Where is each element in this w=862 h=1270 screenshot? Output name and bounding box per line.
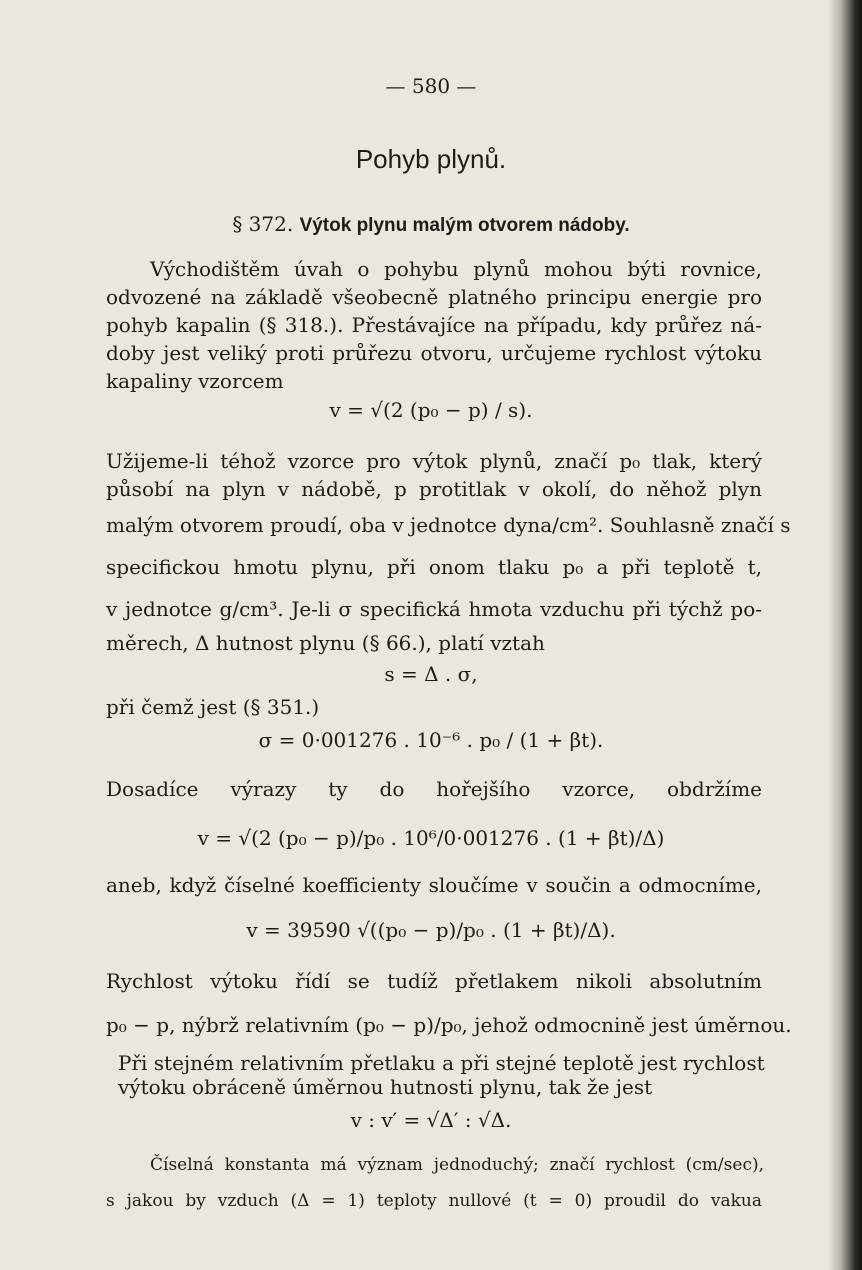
- text-line: s jakou by vzduch (Δ = 1) teploty nullové (t = 0) proudil do vakua: [106, 1191, 762, 1211]
- formula-substituted: v = √(2 (p₀ − p)/p₀ . 10⁶/0·001276 . (1 + βt)/Δ): [197, 826, 665, 850]
- text-line: Východištěm úvah o pohybu plynů mohou býti rovnice,: [150, 257, 762, 281]
- text-line: kapaliny vzorcem: [106, 369, 284, 393]
- section-title: Výtok plynu malým otvorem nádoby.: [299, 215, 630, 236]
- page-number: — 580 —: [385, 74, 477, 98]
- text-line: Rychlost výtoku řídí se tudíž přetlakem nikoli absolutním: [106, 969, 762, 993]
- text-line: malým otvorem proudí, oba v jednotce dyna/cm². Souhlasně značí s: [106, 513, 791, 537]
- section-number: § 372.: [232, 212, 294, 236]
- text-line: odvozené na základě všeobecně platného principu energie pro: [106, 285, 762, 309]
- text-line: Číselná konstanta má význam jednoduchý; značí rychlost (cm/sec),: [150, 1155, 764, 1175]
- text-line: Při stejném relativním přetlaku a při stejné teplotě jest rychlost: [118, 1051, 765, 1075]
- text-line: p₀ − p, nýbrž relativním (p₀ − p)/p₀, jehož odmocnině jest úměrnou.: [106, 1013, 792, 1037]
- formula-sigma: σ = 0·001276 . 10⁻⁶ . p₀ / (1 + βt).: [258, 728, 604, 752]
- text-line: Dosadíce výrazy ty do hořejšího vzorce, obdržíme: [106, 777, 762, 801]
- book-spine-shadow: [828, 0, 862, 1270]
- text-line: aneb, když číselné koefficienty sloučíme v součin a odmocníme,: [106, 873, 762, 897]
- text-line: doby jest veliký proti průřezu otvoru, určujeme rychlost výtoku: [106, 341, 762, 365]
- text-line: Užijeme-li téhož vzorce pro výtok plynů, značí p₀ tlak, který: [106, 449, 762, 473]
- text-line: měrech, Δ hutnost plynu (§ 66.), platí vztah: [106, 631, 545, 655]
- text-line: při čemž jest (§ 351.): [106, 695, 320, 719]
- text-line: výtoku obráceně úměrnou hutnosti plynu, tak že jest: [118, 1075, 653, 1099]
- text-line: v jednotce g/cm³. Je-li σ specifická hmota vzduchu při týchž po-: [106, 597, 762, 621]
- chapter-title: Pohyb plynů.: [355, 144, 507, 174]
- formula-density: s = Δ . σ,: [384, 662, 478, 686]
- formula-velocity: v = √(2 (p₀ − p) / s).: [329, 398, 533, 422]
- formula-ratio: v : v′ = √Δ′ : √Δ.: [350, 1108, 512, 1132]
- text-line: působí na plyn v nádobě, p protitlak v okolí, do něhož plyn: [106, 477, 762, 501]
- formula-final: v = 39590 √((p₀ − p)/p₀ . (1 + βt)/Δ).: [246, 918, 616, 942]
- section-heading: [0, 212, 862, 237]
- text-line: specifickou hmotu plynu, při onom tlaku p₀ a při teplotě t,: [106, 555, 762, 579]
- text-line: pohyb kapalin (§ 318.). Přestávajíce na případu, kdy průřez ná-: [106, 313, 762, 337]
